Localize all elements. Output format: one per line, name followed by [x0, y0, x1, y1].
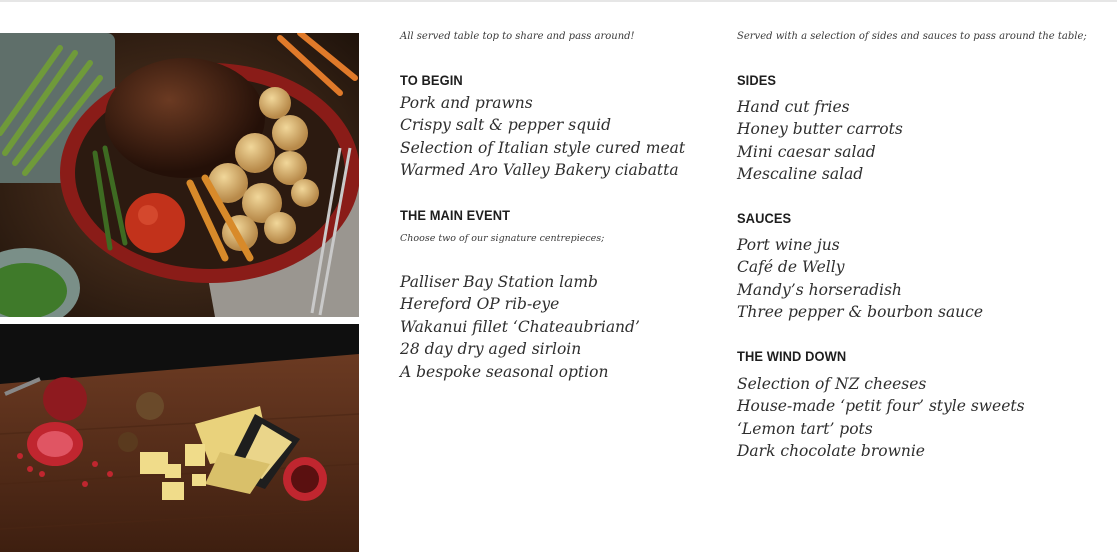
menu-item: Selection of Italian style cured meat [400, 138, 686, 157]
right-intro-text: Served with a selection of sides and sauces to pass around the table; [737, 31, 1087, 42]
menu-item: Mescaline salad [737, 165, 864, 184]
heading-sauces: SAUCES [737, 210, 792, 226]
menu-item: Three pepper & bourbon sauce [737, 303, 984, 322]
to-begin-list [400, 92, 685, 182]
heading-wind-down: THE WIND DOWN [737, 348, 847, 364]
left-intro-text: All served table top to share and pass around! [400, 31, 635, 42]
menu-item: Wakanui fillet ‘Chateaubriand’ [400, 317, 640, 336]
top-divider [0, 0, 1117, 2]
menu-item: Dark chocolate brownie [737, 442, 925, 461]
menu-item: Warmed Aro Valley Bakery ciabatta [400, 161, 679, 180]
menu-item: Selection of NZ cheeses [737, 375, 927, 393]
menu-item: Honey butter carrots [737, 120, 903, 139]
heading-to-begin: TO BEGIN [400, 72, 463, 88]
menu-item: Port wine jus [737, 236, 840, 254]
main-event-note: Choose two of our signature centrepieces; [400, 233, 605, 244]
menu-item: Café de Welly [737, 258, 845, 277]
menu-item: Mini caesar salad [737, 142, 876, 161]
sides-list [737, 96, 903, 186]
menu-item: Pork and prawns [400, 94, 533, 112]
menu-item: 28 day dry aged sirloin [400, 340, 582, 359]
wind-down-list [737, 373, 1025, 463]
heading-main-event: THE MAIN EVENT [400, 207, 511, 223]
heading-sides: SIDES [737, 72, 777, 88]
menu-item: Palliser Bay Station lamb [400, 273, 598, 291]
cheese-board-photo [0, 324, 359, 552]
sauces-list [737, 234, 983, 324]
menu-item: A bespoke seasonal option [400, 362, 609, 381]
menu-item: ‘Lemon tart’ pots [737, 419, 873, 438]
main-event-list [400, 271, 640, 383]
roast-lamb-photo [0, 33, 359, 317]
menu-item: Hereford OP rib-eye [400, 295, 560, 314]
menu-item: Hand cut fries [737, 98, 850, 116]
menu-item: Mandy’s horseradish [737, 280, 902, 299]
menu-item: Crispy salt & pepper squid [400, 116, 612, 135]
menu-item: House-made ‘petit four’ style sweets [737, 397, 1025, 416]
